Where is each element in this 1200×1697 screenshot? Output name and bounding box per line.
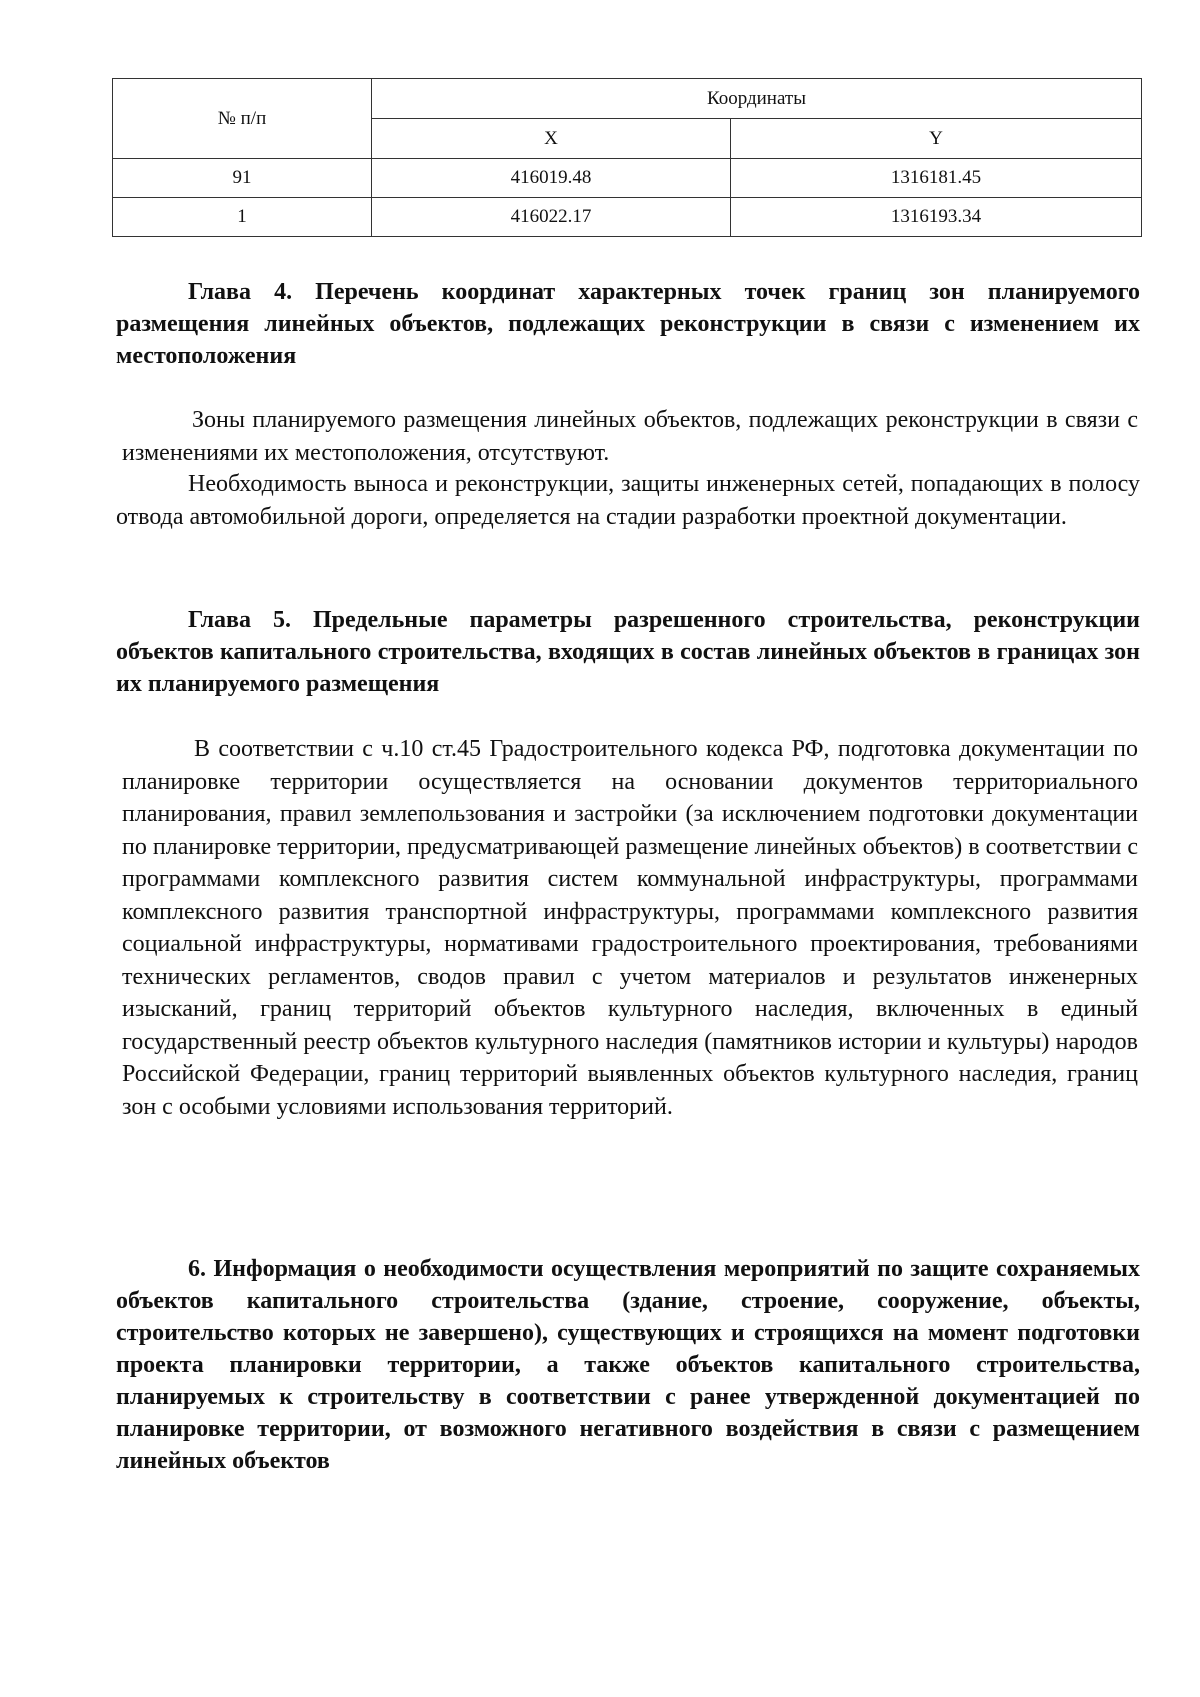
x-header: X — [372, 119, 731, 159]
cell-x: 416022.17 — [372, 198, 731, 237]
coordinates-header: Координаты — [372, 79, 1142, 119]
cell-number: 91 — [113, 159, 372, 198]
chapter-4-paragraph-1: Зоны планируемого размещения линейных объектов, подлежащих реконструкции в связи с изменениями их местоположения, отсутствуют. — [122, 407, 1138, 466]
cell-y: 1316193.34 — [731, 198, 1142, 237]
cell-x: 416019.48 — [372, 159, 731, 198]
chapter-5-heading: Глава 5. Предельные параметры разрешенного строительства, реконструкции объектов капитального строительства, входящих в состав линейных объектов в границах зон их планируемого размещения — [116, 607, 1140, 697]
table-row — [113, 198, 1142, 237]
chapter-4-paragraph-2: Необходимость выноса и реконструкции, защиты инженерных сетей, попадающих в полосу отвода автомобильной дороги, определяется на стадии разработки проектной документации. — [116, 471, 1140, 530]
section-6-heading: 6. Информация о необходимости осуществления мероприятий по защите сохраняемых объектов капитального строительства (здание, строение, сооружение, объекты, строительство которых не завершено), существующих и строящихся на момент подготовки проекта планировки территории, а также объектов капитального строительства, планируемых к строительству в соответствии с ранее утвержденной документацией по планировке территории, от возможного негативного воздействия в связи с размещением линейных объектов — [116, 1256, 1140, 1474]
col-number-header: № п/п — [113, 79, 372, 159]
chapter-4-heading: Глава 4. Перечень координат характерных точек границ зон планируемого размещения линейных объектов, подлежащих реконструкции в связи с изменением их местоположения — [116, 279, 1140, 369]
y-header: Y — [731, 119, 1142, 159]
table-row — [113, 159, 1142, 198]
cell-y: 1316181.45 — [731, 159, 1142, 198]
chapter-5-paragraph-1: В соответствии с ч.10 ст.45 Градостроительного кодекса РФ, подготовка документации по планировке территории осуществляется на основании документов территориального планирования, правил землепользования и застройки (за исключением подготовки документации по планировке территории, предусматривающей размещение линейных объектов) в соответствии с программами комплексного развития систем коммунальной инфраструктуры, программами комплексного развития транспортной инфраструктуры, программами комплексного развития социальной инфраструктуры, нормативами градостроительного проектирования, требованиями технических регламентов, сводов правил с учетом материалов и результатов инженерных изысканий, границ территорий объектов культурного наследия, включенных в единый государственный реестр объектов культурного наследия (памятников истории и культуры) народов Российской Федерации, границ территорий выявленных объектов культурного наследия, границ зон с особыми условиями использования территорий. — [122, 736, 1138, 1120]
table-header-row — [113, 79, 1142, 119]
cell-number: 1 — [113, 198, 372, 237]
coordinates-table — [112, 78, 1142, 237]
